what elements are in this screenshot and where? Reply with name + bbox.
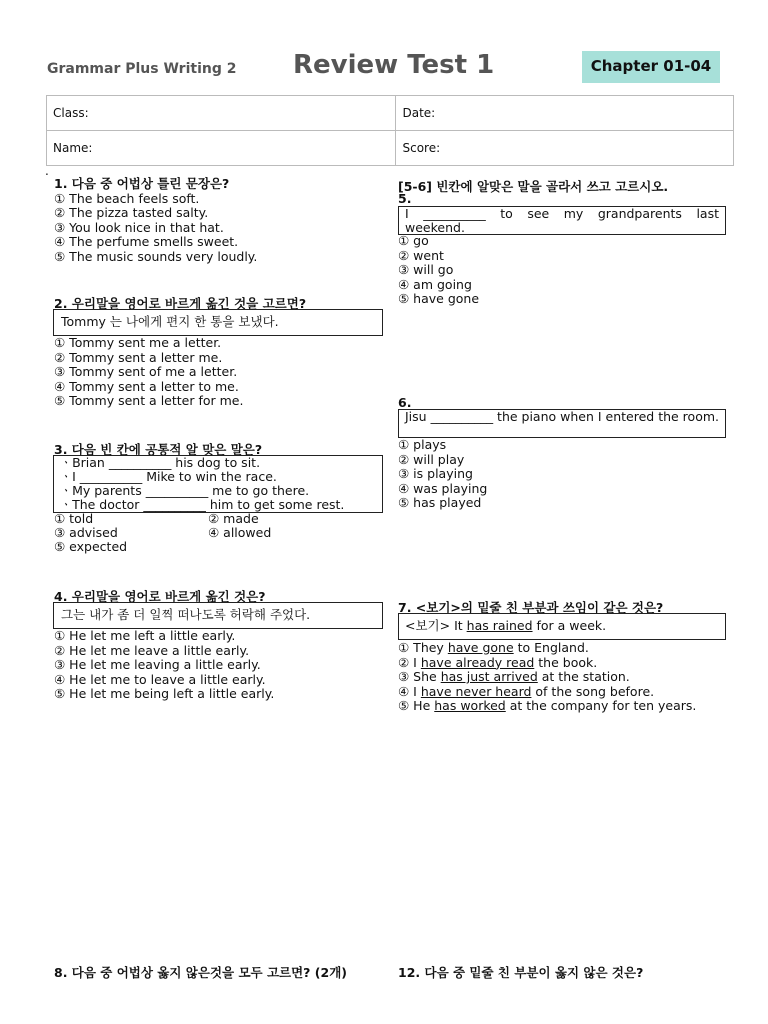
option[interactable]: ① told xyxy=(54,511,94,526)
question-2-box: Tommy 는 나에게 편지 한 통을 보냈다. xyxy=(53,309,383,336)
question-7-options xyxy=(398,641,696,714)
option[interactable]: ① Tommy sent me a letter. xyxy=(54,335,222,350)
question-5-box: I __________ to see my grandparents last weekend. xyxy=(398,206,726,235)
option[interactable]: ② I have already read the book. xyxy=(398,654,598,670)
chapter-badge: Chapter 01-04 xyxy=(582,51,720,83)
page-title: Review Test 1 xyxy=(293,50,495,80)
option[interactable]: ⑤ He has worked at the company for ten years. xyxy=(398,698,697,713)
box-line: ㆍBrian __________ his dog to sit. xyxy=(60,455,261,470)
question-7-box xyxy=(398,613,726,640)
name-field[interactable]: Name: xyxy=(47,131,396,166)
info-table xyxy=(46,95,734,166)
box-line: ㆍThe doctor __________ him to get some rest. xyxy=(60,497,345,512)
question-12-header: 12. 다음 중 밑줄 친 부분이 옳지 않은 것은? xyxy=(398,965,644,980)
question-3-box xyxy=(53,455,383,513)
question-2-options xyxy=(54,336,243,409)
example-underline: has rained xyxy=(466,618,533,633)
question-8-header: 8. 다음 중 어법상 옳지 않은것을 모두 고르면? (2개) xyxy=(54,965,347,980)
option[interactable]: ④ Tommy sent a letter to me. xyxy=(54,378,239,394)
option[interactable]: ④ am going xyxy=(398,276,472,292)
option[interactable]: ③ is playing xyxy=(398,466,473,481)
option[interactable]: ④ He let me to leave a little early. xyxy=(54,671,266,687)
option[interactable]: ⑤ expected xyxy=(54,539,128,554)
question-4-options xyxy=(54,629,274,702)
option[interactable]: ④ was playing xyxy=(398,480,488,496)
option[interactable]: ② went xyxy=(398,247,444,263)
option[interactable]: ② will play xyxy=(398,451,465,467)
option[interactable]: ④ I have never heard of the song before. xyxy=(398,683,655,699)
option[interactable]: ② He let me leave a little early. xyxy=(54,642,250,658)
option[interactable]: ③ will go xyxy=(398,262,454,277)
question-5-6-header: [5-6] 빈칸에 알맞은 말을 골라서 쓰고 고르시오. xyxy=(398,179,669,194)
dot-mark: . xyxy=(45,164,49,178)
class-field[interactable]: Class: xyxy=(47,96,396,131)
question-6-box: Jisu __________ the piano when I entered the room. xyxy=(398,409,726,438)
option[interactable]: ① He let me left a little early. xyxy=(54,628,236,643)
option[interactable]: ⑤ Tommy sent a letter for me. xyxy=(54,393,244,408)
option[interactable]: ③ He let me leaving a little early. xyxy=(54,657,261,672)
option[interactable]: ③ advised xyxy=(54,525,118,540)
subtitle: Grammar Plus Writing 2 xyxy=(47,61,237,77)
option[interactable]: ③ You look nice in that hat. xyxy=(54,219,224,235)
question-3-header: 3. 다음 빈 칸에 공통적 알 맞은 말은? xyxy=(54,442,263,457)
option[interactable]: ② made xyxy=(208,511,259,526)
option[interactable]: ⑤ has played xyxy=(398,495,482,510)
option[interactable]: ① go xyxy=(398,233,429,248)
option[interactable]: ② The pizza tasted salty. xyxy=(54,205,209,220)
box-line: ㆍMy parents __________ me to go there. xyxy=(60,483,310,498)
option[interactable]: ③ She has just arrived at the station. xyxy=(398,669,630,684)
box-line: ㆍI __________ Mike to win the race. xyxy=(60,469,277,484)
option[interactable]: ④ allowed xyxy=(208,525,272,540)
question-7-header: 7. <보기>의 밑줄 친 부분과 쓰임이 같은 것은? xyxy=(398,600,664,615)
example-pre: <보기> It xyxy=(405,618,467,633)
option[interactable]: ① plays xyxy=(398,437,447,452)
option[interactable]: ① They have gone to England. xyxy=(398,640,589,655)
question-header: 1. 다음 중 어법상 틀린 문장은? xyxy=(54,176,230,191)
option[interactable]: ① The beach feels soft. xyxy=(54,190,200,206)
option[interactable]: ② Tommy sent a letter me. xyxy=(54,349,223,365)
date-field[interactable]: Date: xyxy=(396,96,734,131)
question-4-box: 그는 내가 좀 더 일찍 떠나도록 허락해 주었다. xyxy=(53,602,383,629)
question-6-number: 6. xyxy=(398,395,412,410)
option[interactable]: ⑤ have gone xyxy=(398,291,480,306)
option[interactable]: ⑤ The music sounds very loudly. xyxy=(54,248,258,264)
question-4-header: 4. 우리말을 영어로 바르게 옮긴 것은? xyxy=(54,589,266,604)
option[interactable]: ③ Tommy sent of me a letter. xyxy=(54,364,238,379)
option[interactable]: ④ The perfume smells sweet. xyxy=(54,234,239,249)
example-post: for a week. xyxy=(532,618,607,633)
question-5-options xyxy=(398,234,479,307)
question-6-options xyxy=(398,438,487,511)
option[interactable]: ⑤ He let me being left a little early. xyxy=(54,686,275,701)
question-1 xyxy=(54,177,257,264)
question-5-number: 5. xyxy=(398,191,412,206)
score-field[interactable]: Score: xyxy=(396,131,734,166)
question-2-header: 2. 우리말을 영어로 바르게 옮긴 것을 고르면? xyxy=(54,296,307,311)
